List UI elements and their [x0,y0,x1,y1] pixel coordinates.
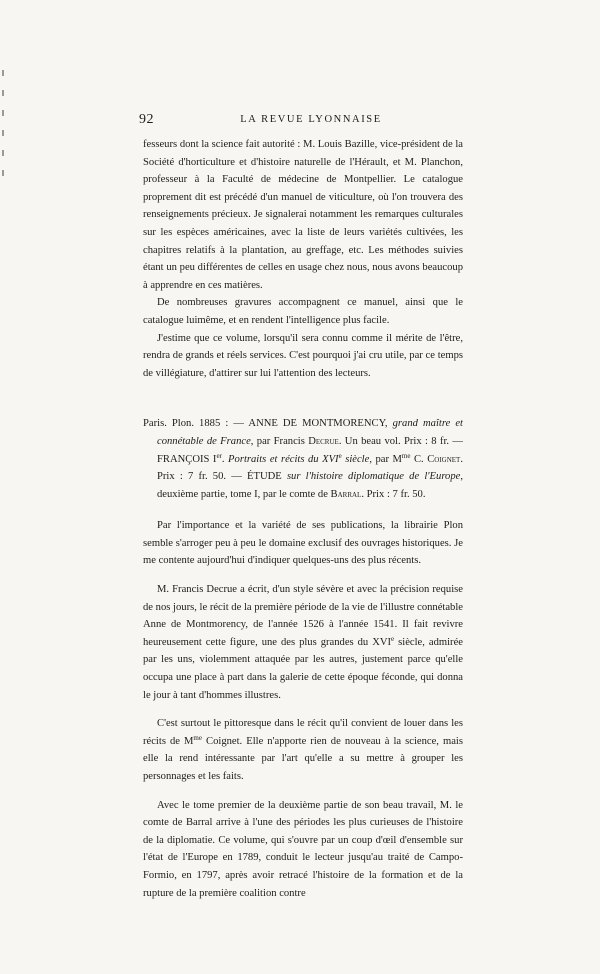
paragraph-2: De nombreuses gravures accompagnent ce manuel, ainsi que le catalogue luimême, et en rendent l'intelligence plus facile. [143,297,463,326]
page-number: 92 [139,112,154,127]
paragraph-1: fesseurs dont la science fait autorité : M. Louis Bazille, vice-président de la Société d'horticulture et d'histoire naturelle de l'Hérault, et M. Planchon, professeur à la Faculté de médecine de Montpellier. Le catalogue proprement dit est précédé d'un manuel de viticulture, où l'on trouvera des renseignements précieux. Je signalerai notamment les remarques culturales sur les espèces américaines, avec la liste de leurs variétés cultivées, les chapitres relatifs à la plantation, au greffage, etc. Les méthodes suivies étant un peu différentes de celles en usage chez nous, nous avons beaucoup à apprendre en ces matières. [143,139,463,291]
paragraph-7: Avec le tome premier de la deuxième partie de son beau travail, M. le comte de Barral arrive à l'une des périodes les plus curieuses de l'histoire de la diplomatie. Ce volume, qui s'ouvre par un coup d'œil d'ensemble sur l'état de l'Europe en 1789, conduit le lecteur jusqu'au traité de Campo-Formio, en 1797, après avoir retracé l'histoire de la formation et de la rupture de la première coalition contre [143,799,463,899]
bibliographic-entry: Paris. Plon. 1885 : — ANNE DE MONTMORENCY, grand maître et connétable de France, par Francis Decrue. Un beau vol. Prix : 8 fr. — FRANÇOIS Ier. Portraits et récits du XVIe siècle, par $M^{me}$ C. Coignet. Prix : 7 fr. 50. — ÉTUDE sur l'histoire diplomatique de l'Europe, deuxième partie, tome I, par le comte de Barral. Prix : 7 fr. 50. [143,418,464,500]
running-title: LA REVUE LYONNAISE [240,114,382,125]
paragraph-3: J'estime que ce volume, lorsqu'il sera connu comme il mérite de l'être, rendra de grands et réels services. C'est pourquoi j'ai cru utile, par ce temps de villégiature, d'attirer sur lui l'attention des lecteurs. [143,332,463,379]
paragraph-5: M. Francis Decrue a écrit, d'un style sévère et avec la précision requise de nos jours, le récit de la première période de la vie de l'illustre connétable Anne de Montmorency, de l'année 1526 à l'année 1541. Il fait revivre heureusement cette figure, une des plus grandes du XVIe siècle, admirée par les uns, violemment attaquée par les autres, justement parce qu'elle occupa une place à part dans la galerie de cette époque féconde, qui donna le jour à tant d'hommes illustres. [143,584,463,701]
paragraph-6: C'est surtout le pittoresque dans le récit qu'il convient de louer dans les récits de $M^{me}$ Coignet. Elle n'apporte rien de nouveau à la science, mais elle la rend intéressante par l'art qu'elle a su mettre à grouper les personnages et les faits. [143,718,463,782]
body-text [143,136,463,902]
paragraph-4: Par l'importance et la variété de ses publications, la librairie Plon semble s'arroger peu à peu le domaine exclusif des ouvrages historiques. Je me contente aujourd'hui d'indiquer quelques-uns des plus récents. [143,520,463,567]
scan-edge-marks [2,70,5,210]
